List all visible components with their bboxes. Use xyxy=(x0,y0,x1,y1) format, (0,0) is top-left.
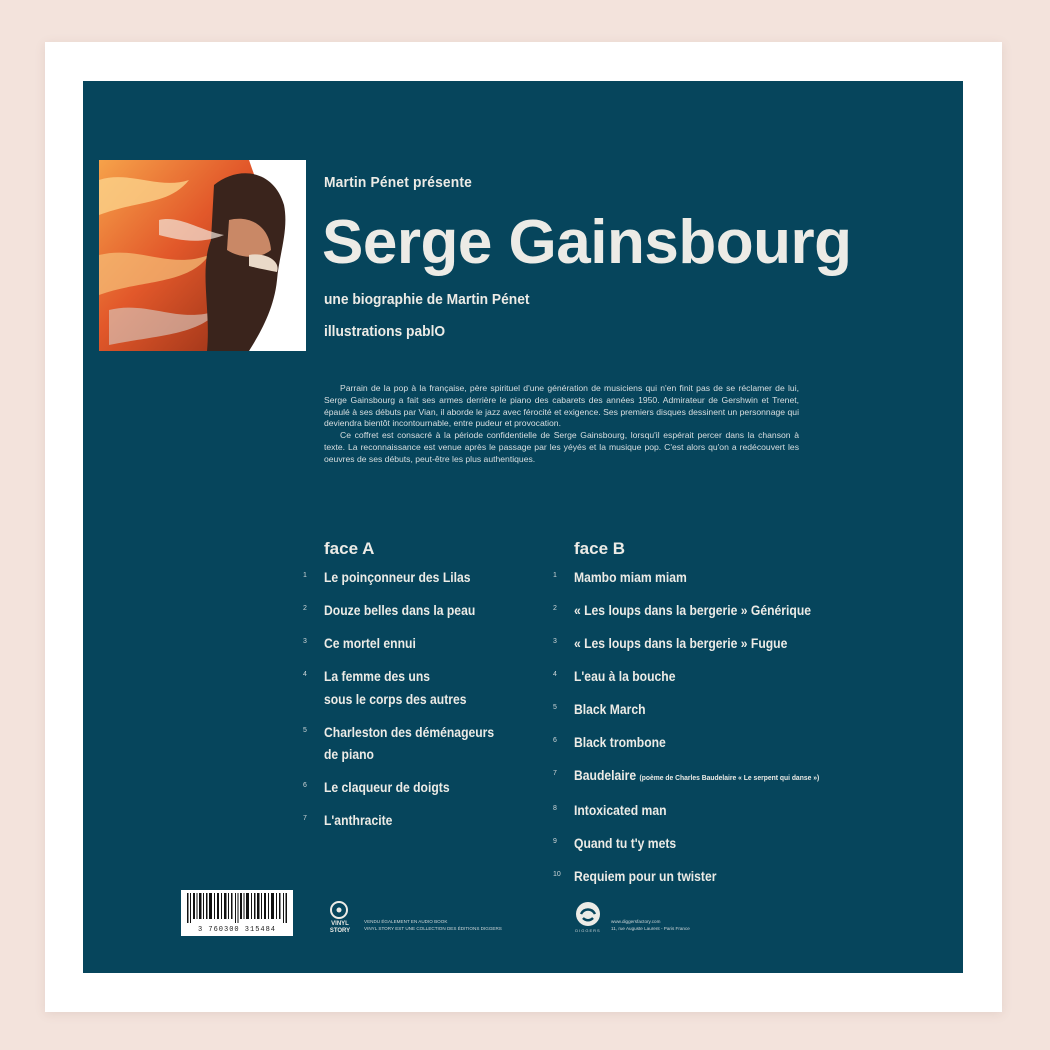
track-title xyxy=(574,732,676,755)
track-title-line xyxy=(574,666,675,689)
track-number: 3 xyxy=(303,638,307,645)
illustrations-credit: illustrations pablO xyxy=(324,323,446,340)
track-title-text: Ce mortel ennui xyxy=(324,636,416,651)
track-number: 5 xyxy=(303,726,307,734)
album-title: Serge Gainsbourg xyxy=(322,208,852,277)
track-number: 7 xyxy=(303,815,307,822)
face-b-track-1 xyxy=(553,567,883,590)
track-title xyxy=(574,666,687,689)
track-title-line xyxy=(324,633,416,656)
track-title xyxy=(324,633,426,656)
track-title-line xyxy=(324,777,450,800)
track-title xyxy=(574,633,811,656)
track-title xyxy=(324,567,487,590)
track-number: 4 xyxy=(303,671,307,678)
track-number: 1 xyxy=(303,572,307,579)
track-number: 10 xyxy=(553,871,561,878)
legal-line: 11, rue Auguste Laurent - Paris France xyxy=(611,925,690,931)
track-title xyxy=(574,866,732,889)
track-number: 8 xyxy=(553,805,557,812)
face-b-track-6 xyxy=(553,732,883,755)
diggers-logo-text: DIGGERS xyxy=(575,928,601,933)
barcode-bars-icon xyxy=(181,890,293,926)
face-b-track-8 xyxy=(553,800,883,823)
track-title-text: La femme des uns xyxy=(324,669,431,684)
legal-line: VINYL STORY EST UNE COLLECTION DES ÉDITIONS DIGGERS xyxy=(364,925,502,931)
track-title-line xyxy=(324,722,494,745)
face-a-track-5 xyxy=(303,722,543,767)
face-b-track-2 xyxy=(553,600,883,623)
face-a-track-4 xyxy=(303,666,543,711)
track-title-text: de piano xyxy=(324,747,374,762)
vinyl-story-logo-text: VINYL STORY xyxy=(329,921,351,934)
track-number: 9 xyxy=(553,838,557,845)
track-number: 3 xyxy=(553,638,557,645)
vinyl-story-legal xyxy=(364,919,564,932)
track-title-text: sous le corps des autres xyxy=(324,691,467,707)
track-title-line xyxy=(324,744,494,767)
face-b-track-10 xyxy=(553,866,883,889)
face-a-track-1 xyxy=(303,567,543,590)
track-number: 4 xyxy=(553,671,557,678)
presenter-line: Martin Pénet présente xyxy=(324,174,473,191)
album-back-cover xyxy=(83,81,963,973)
track-title xyxy=(324,777,464,800)
track-title-text: Quand tu t'y mets xyxy=(574,836,677,851)
track-title xyxy=(574,800,677,823)
subtitle: une biographie de Martin Pénet xyxy=(324,291,530,308)
track-title xyxy=(324,810,400,833)
track-number: 6 xyxy=(303,782,307,789)
track-title-text: Black trombone xyxy=(574,735,666,750)
track-title-text: « Les loups dans la bergerie » Générique xyxy=(574,603,812,618)
track-title-line xyxy=(324,689,466,712)
track-number: 2 xyxy=(553,605,557,612)
track-title-line xyxy=(574,800,667,823)
track-title-line xyxy=(574,633,787,656)
diggers-legal xyxy=(611,919,781,932)
face-b-track-3 xyxy=(553,633,883,656)
barcode-number: 3 760300 315484 xyxy=(197,926,276,934)
track-title-text: Black March xyxy=(574,702,646,717)
track-title-line xyxy=(574,833,676,856)
track-title-line xyxy=(574,866,716,889)
track-title-line xyxy=(324,666,466,689)
face-b-track-4 xyxy=(553,666,883,689)
face-a-track-2 xyxy=(303,600,543,623)
track-title-line xyxy=(574,765,819,790)
track-title-text: Intoxicated man xyxy=(574,803,667,818)
track-number: 1 xyxy=(553,572,557,579)
track-title xyxy=(574,699,654,722)
track-title-text: L'eau à la bouche xyxy=(574,669,676,684)
face-a-track-3 xyxy=(303,633,543,656)
face-b-track-5 xyxy=(553,699,883,722)
track-title-text: « Les loups dans la bergerie » Fugue xyxy=(574,636,788,651)
track-number: 2 xyxy=(303,605,307,612)
track-number: 5 xyxy=(553,704,557,711)
track-title-line xyxy=(324,567,471,590)
face-b-heading: face B xyxy=(574,539,626,558)
track-title-line xyxy=(324,600,475,623)
track-title xyxy=(574,765,846,790)
track-title xyxy=(324,600,492,623)
face-b-track-7 xyxy=(553,765,883,790)
track-number: 6 xyxy=(553,737,557,744)
face-a-tracklist xyxy=(303,567,543,843)
track-title-text: Baudelaire xyxy=(574,768,637,783)
track-title xyxy=(574,600,837,623)
face-b-track-9 xyxy=(553,833,883,856)
track-title-text: Le poinçonneur des Lilas xyxy=(324,570,471,585)
track-title-line xyxy=(324,810,392,833)
track-note: (poème de Charles Baudelaire « Le serpent qui danse ») xyxy=(639,773,820,782)
track-title-text: Le claqueur de doigts xyxy=(324,780,450,795)
description-paragraph-2: Ce coffret est consacré à la période confidentielle de Serge Gainsbourg, lorsqu'il espérait percer dans la chanson à texte. La reconnaissance est venue après le passage par les yéyés et la musique pop. C'est alors qu'on a redécouvert les oeuvres de ses débuts, peut-être les plus authentiques. xyxy=(324,430,799,464)
track-title-text: Douze belles dans la peau xyxy=(324,603,476,618)
track-title-line xyxy=(574,732,666,755)
legal-line: VENDU ÉGALEMENT EN AUDIO BOOK xyxy=(364,919,448,924)
track-title-line xyxy=(574,600,811,623)
description-paragraph-1: Parrain de la pop à la française, père spirituel d'une génération de musiciens qui n'en finit pas de se réclamer de lui, Serge Gainsbourg a fait ses armes derrière le piano des cabarets des années 1950. Admirateur de Gershwin et Trenet, épaulé à ses débuts par Vian, il aborde le jazz avec férocité et exigence. Ses premiers disques dessinent un personnage qui deviendra bientôt incontournable, entre pudeur et provocation. xyxy=(324,383,799,429)
track-title-text: Requiem pour un twister xyxy=(574,869,717,884)
track-title-line xyxy=(574,699,646,722)
track-title xyxy=(574,567,699,590)
cover-illustration xyxy=(99,160,306,351)
face-b-tracklist xyxy=(553,567,883,899)
track-title xyxy=(324,666,482,711)
face-a-heading: face A xyxy=(324,539,375,558)
track-title xyxy=(574,833,687,856)
legal-line: www.diggersfactory.com xyxy=(611,919,661,924)
barcode xyxy=(181,890,293,936)
face-a-track-6 xyxy=(303,777,543,800)
track-title-line xyxy=(574,567,687,590)
face-a-track-7 xyxy=(303,810,543,833)
track-title xyxy=(324,722,513,767)
track-title-text: Charleston des déménageurs xyxy=(324,724,495,740)
track-number: 7 xyxy=(553,770,557,777)
track-title-text: Mambo miam miam xyxy=(574,570,687,585)
track-title-text: L'anthracite xyxy=(324,813,393,828)
description xyxy=(324,383,799,466)
